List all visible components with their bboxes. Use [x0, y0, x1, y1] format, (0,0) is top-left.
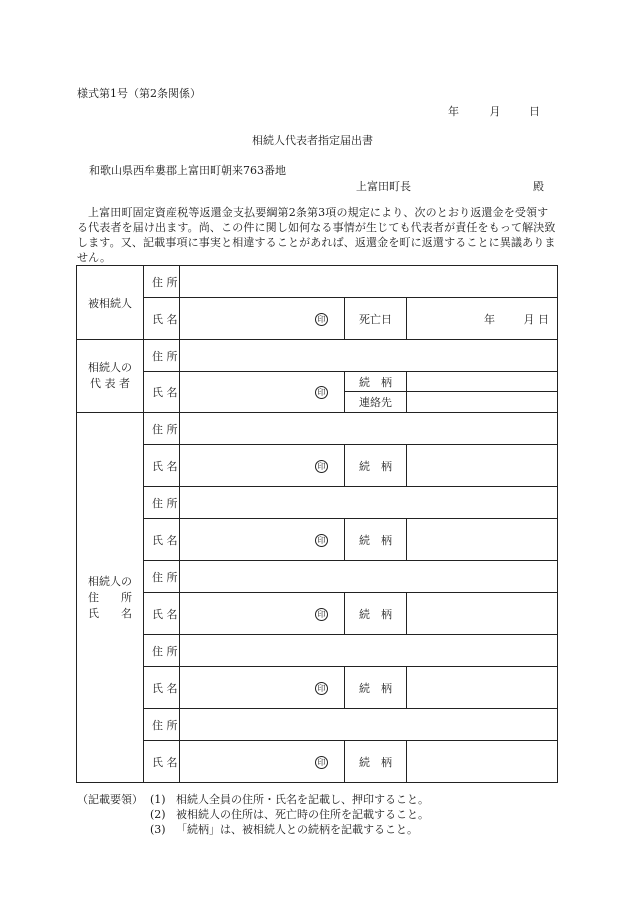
relation-label: 続 柄 — [345, 445, 407, 487]
heir-name-field[interactable] — [180, 741, 345, 783]
note-text: 「続柄」は、被相続人との続柄を記載すること。 — [176, 823, 418, 836]
date-year: 年 — [448, 105, 459, 118]
heir-name-field[interactable] — [180, 593, 345, 635]
heir-name-field[interactable] — [180, 667, 345, 709]
relation-label: 続 柄 — [345, 667, 407, 709]
address-label: 住 所 — [144, 340, 180, 372]
address-label: 住 所 — [144, 487, 180, 519]
note-item — [150, 791, 429, 807]
relation-label: 続 柄 — [345, 593, 407, 635]
address-label: 住 所 — [144, 561, 180, 593]
relation-label: 続 柄 — [345, 519, 407, 561]
seal-icon: 印 — [315, 313, 328, 326]
heir-relation-field[interactable] — [407, 593, 558, 635]
notes-heading: （記載要領） — [77, 793, 143, 806]
heir-address-field[interactable] — [180, 635, 558, 667]
note-text: 被相続人の住所は、死亡時の住所を記載すること。 — [176, 808, 429, 821]
seal-icon: 印 — [315, 756, 328, 769]
seal-icon: 印 — [315, 460, 328, 473]
death-year: 年 — [484, 312, 496, 326]
contact-label: 連絡先 — [345, 392, 407, 413]
heirs-label-line1: 相続人の — [88, 574, 132, 588]
relation-label: 続 柄 — [345, 741, 407, 783]
heir-relation-field[interactable] — [407, 667, 558, 709]
seal-icon: 印 — [315, 608, 328, 621]
seal-icon: 印 — [315, 682, 328, 695]
name-label: 氏 名 — [144, 445, 180, 487]
submission-date — [448, 103, 540, 119]
heir-address-field[interactable] — [180, 413, 558, 445]
seal-icon: 印 — [315, 386, 328, 399]
deceased-name-field[interactable] — [180, 298, 345, 340]
heir-relation-field[interactable] — [407, 445, 558, 487]
address-label: 住 所 — [144, 709, 180, 741]
note-number: (2) — [150, 808, 166, 821]
name-label: 氏 名 — [144, 372, 180, 413]
heir-name-field[interactable] — [180, 445, 345, 487]
death-month: 月 — [523, 312, 535, 326]
relation-label: 続 柄 — [345, 372, 407, 392]
representative-label-line1: 相続人の — [88, 361, 132, 374]
address-label: 住 所 — [144, 266, 180, 298]
heir-relation-field[interactable] — [407, 519, 558, 561]
heir-address-field[interactable] — [180, 561, 558, 593]
heirs-label-line3: 氏 名 — [88, 606, 132, 620]
death-day: 日 — [538, 312, 550, 326]
registration-table — [76, 265, 558, 783]
representative-relation-field[interactable] — [407, 372, 558, 392]
representative-address-field[interactable] — [180, 340, 558, 372]
seal-icon: 印 — [315, 534, 328, 547]
note-text: 相続人全員の住所・氏名を記載し、押印すること。 — [176, 793, 429, 806]
deceased-address-field[interactable] — [180, 266, 558, 298]
note-item — [150, 821, 418, 837]
heir-relation-field[interactable] — [407, 741, 558, 783]
deceased-label: 被相続人 — [77, 266, 144, 340]
note-item — [150, 806, 429, 822]
representative-contact-field[interactable] — [407, 392, 558, 413]
heir-address-field[interactable] — [180, 709, 558, 741]
note-number: (1) — [150, 793, 166, 806]
body-text: 上富田町固定資産税等返還金支払要綱第2条第3項の規定により、次のとおり返還金を受領する代表者を届け出ます。尚、この件に関し如何なる事情が生じても代表者が責任をもって解決致します。又、記載事項に事実と相違することがあれば、返還金を町に返還することに異議ありません。 — [77, 206, 556, 264]
recipient: 上富田町長 — [356, 180, 411, 193]
name-label: 氏 名 — [144, 519, 180, 561]
name-label: 氏 名 — [144, 593, 180, 635]
representative-label — [77, 340, 144, 413]
note-number: (3) — [150, 823, 166, 836]
address-label: 住 所 — [144, 413, 180, 445]
representative-label-line2: 代 表 者 — [90, 377, 130, 390]
name-label: 氏 名 — [144, 741, 180, 783]
death-date-label: 死亡日 — [345, 298, 407, 340]
honorific: 殿 — [533, 180, 544, 193]
date-day: 日 — [529, 105, 540, 118]
name-label: 氏 名 — [144, 667, 180, 709]
heir-address-field[interactable] — [180, 487, 558, 519]
representative-name-field[interactable] — [180, 372, 345, 413]
form-number: 様式第1号（第2条関係） — [77, 87, 201, 100]
death-date-field[interactable] — [407, 298, 558, 340]
date-month: 月 — [489, 105, 501, 118]
address-label: 住 所 — [144, 635, 180, 667]
document-title: 相続人代表者指定届出書 — [252, 134, 373, 147]
heirs-label — [77, 413, 144, 783]
town-address: 和歌山県西牟婁郡上富田町朝来763番地 — [89, 164, 286, 177]
heir-name-field[interactable] — [180, 519, 345, 561]
name-label: 氏 名 — [144, 298, 180, 340]
heirs-label-line2: 住 所 — [88, 590, 132, 604]
